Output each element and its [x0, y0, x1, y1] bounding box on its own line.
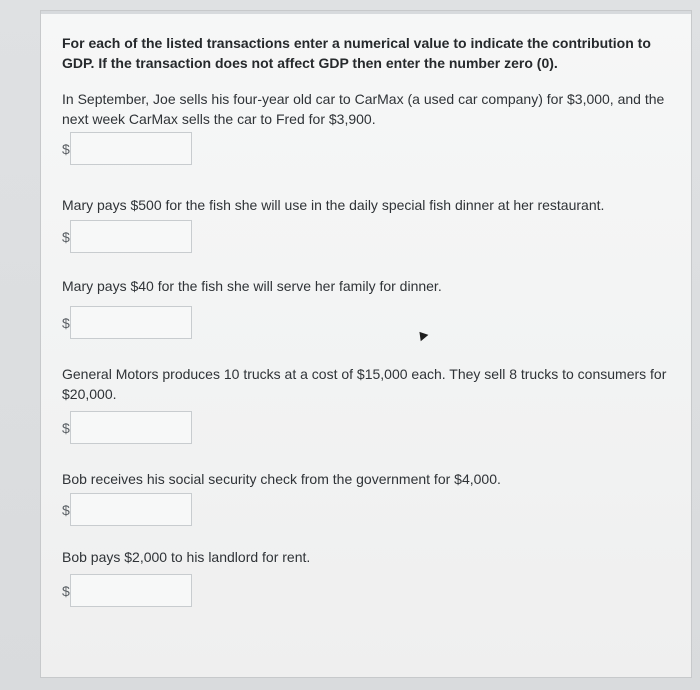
question-5-text: Bob receives his social security check from the government for $4,000.: [62, 471, 501, 487]
question-6-input[interactable]: [70, 574, 192, 607]
question-2-answer: [62, 220, 242, 258]
question-1-input[interactable]: [70, 132, 192, 165]
card-top-border: [41, 11, 691, 14]
question-5-input[interactable]: [70, 493, 192, 526]
question-2-text: Mary pays $500 for the fish she will use in the daily special fish dinner at her restaurant.: [62, 197, 605, 213]
question-4-answer: [62, 411, 242, 449]
question-3-answer: [62, 306, 242, 344]
question-5-answer: [62, 493, 242, 531]
dollar-sign-icon: $: [62, 315, 70, 331]
question-2-input[interactable]: [70, 220, 192, 253]
question-6-text: Bob pays $2,000 to his landlord for rent.: [62, 549, 311, 565]
dollar-sign-icon: $: [62, 141, 70, 157]
instructions-text: For each of the listed transactions enter a numerical value to indicate the contribution to GDP. If the transaction does not affect GDP then enter the number zero (0).: [62, 35, 651, 71]
dollar-sign-icon: $: [62, 229, 70, 245]
dollar-sign-icon: $: [62, 420, 70, 436]
dollar-sign-icon: $: [62, 502, 70, 518]
question-1-answer: [62, 132, 242, 170]
question-4-text: General Motors produces 10 trucks at a cost of $15,000 each. They sell 8 trucks to consumers for $20,000.: [62, 366, 667, 402]
question-6-answer: [62, 574, 242, 612]
question-3-text: Mary pays $40 for the fish she will serve her family for dinner.: [62, 278, 442, 294]
dollar-sign-icon: $: [62, 583, 70, 599]
question-4-input[interactable]: [70, 411, 192, 444]
question-1-text: In September, Joe sells his four-year old car to CarMax (a used car company) for $3,000, and the next week CarMax sells the car to Fred for $3,900.: [62, 91, 665, 127]
question-3-input[interactable]: [70, 306, 192, 339]
question-card: [40, 10, 692, 678]
mouse-cursor-icon: [416, 329, 429, 342]
